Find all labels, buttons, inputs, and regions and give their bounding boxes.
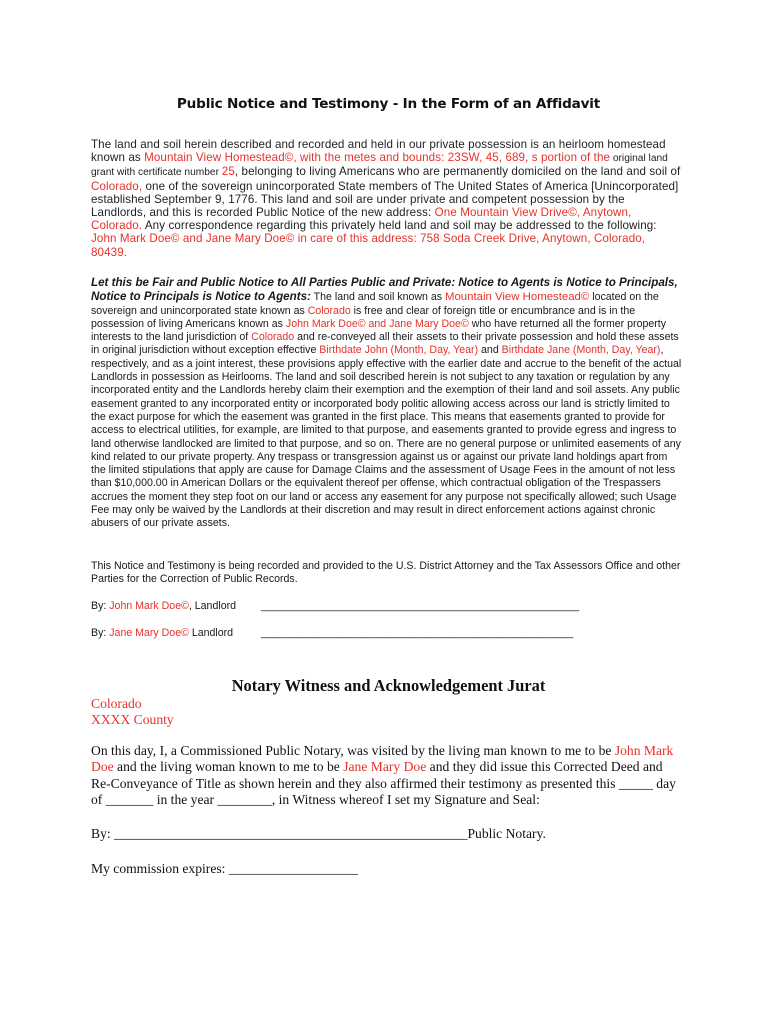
signature-line-jane <box>91 627 573 639</box>
state-name: Colorado <box>307 304 351 317</box>
document-title: Public Notice and Testimony - In the Form of an Affidavit <box>176 96 601 112</box>
by-label: By: <box>91 600 110 612</box>
notary-paragraph <box>91 743 683 809</box>
text-run: The land and soil known as <box>310 291 445 304</box>
recording-paragraph: This Notice and Testimony is being recorded and provided to the U.S. District Attorney and the Tax Assessors Office and other Parties for the Correction of Public Records. <box>91 560 681 586</box>
signer-name: Jane Mary Doe© <box>109 627 189 639</box>
john-name: John Mark Doe <box>91 743 674 775</box>
notary-state: Colorado <box>91 696 142 711</box>
certificate-number: 25 <box>221 165 235 179</box>
text-run: , respectively, and as a joint interest, these provisions apply effective with the earlier date and accrue to the benefit of the actual Landlords in possession as Heirlooms. The land and soil described herein is not subject to any taxation or regulation by any incorporated entity and the Landlords hereby claim their exemption and the exemption of their land and soil assets. Any public easement granted to any incorporated entity or incorporated body politic allowing access across our land is strictly limited to the exact purpose for which the easement was granted in the first place. This means that easements granted to provide for access to electrical utilities, for example, are limited to that purpose, and easements granted to provide egress and ingress to land otherwise landlocked are limited to that purpose, and so on. There are no general purpose or unlimited easements of any kind related to our private property. Any trespass or transgression against us or against our private land holdings apart from the limited stipulations that apply are cause for Damage Claims and the assessment of Usage Fees in the amount of not less than $10,000.00 in American Dollars or the equivalent thereof per offense, which contractual obligation of the Trespassers accrues the moment they step foot on our land or access any easement for any purpose not specifically allowed; such Usage Fee may only be waived by the Landlords at their discretion and may result in direct enforcement actions against chronic abusers of our private assets. <box>91 344 682 530</box>
birthdate-john: Birthdate John (Month, Day, Year) <box>319 344 479 357</box>
notary-title: Notary Witness and Acknowledgement Jurat <box>231 676 546 695</box>
text-run: original land grant with certificate number <box>91 153 668 179</box>
signer-role: , Landlord <box>188 600 237 612</box>
notary-signature-line: By: ____________________________________________________Public Notary. <box>91 826 546 841</box>
signer-name: John Mark Doe© <box>109 600 189 612</box>
notary-county: XXXX County <box>91 712 174 727</box>
signature-blank: ______________________________________________________ <box>261 600 580 612</box>
notice-lead: Let this be Fair and Public Notice to All Parties Public and Private: Notice to Agents is Notice to Principals, Notice to Principals is Notice to Agents: <box>91 276 678 304</box>
text-run: and the living woman known to me to be <box>113 759 344 775</box>
text-run: Any correspondence regarding this privately held land and soil may be addressed to the following: <box>142 219 657 233</box>
text-run: and they did issue this Corrected Deed and Re-Conveyance of Title as shown herein and they also affirmed their testimony as presented this _____ day of _______ in the year ________, in Witness whereof I set my Signature and Seal: <box>91 759 676 808</box>
text-run: who have returned all the former property interests to the land jurisdiction of <box>91 317 667 344</box>
state-name: Colorado <box>251 331 295 344</box>
state-name: Colorado, <box>91 179 143 193</box>
birthdate-jane: Birthdate Jane (Month, Day, Year) <box>501 344 661 357</box>
by-label: By: <box>91 627 110 639</box>
homestead-name: Mountain View Homestead©, with the metes and bounds: 23SW, 45, 689, s portion of the <box>144 151 611 165</box>
public-notice-paragraph <box>91 276 683 531</box>
text-run: located on the sovereign and unincorporated state known as <box>91 291 659 317</box>
signature-line-john <box>91 600 579 612</box>
new-address: One Mountain View Drive©, Anytown, Colorado. <box>91 206 632 233</box>
text-run: On this day, I, a Commissioned Public Notary, was visited by the living man known to me to be <box>91 743 615 758</box>
text-run: The land and soil herein described and recorded and held in our private possession is an heirloom homestead known as <box>91 138 666 165</box>
commission-expiry-line: My commission expires: ___________________ <box>91 861 358 876</box>
text-run: , belonging to living Americans who are permanently domiciled on the land and soil of <box>234 165 681 179</box>
jane-name: Jane Mary Doe <box>343 759 427 775</box>
text-run: one of the sovereign unincorporated State members of The United States of America [Unincorporated] established September 9, 1776. This land and soil are under private and competent possession by the Landlords, and this is recorded Public Notice of the new address: <box>91 179 679 220</box>
homestead-name: Mountain View Homestead© <box>444 291 590 304</box>
text-run: is free and clear of foreign title or encumbrance and is in the possession of living Americans known as <box>91 304 636 330</box>
homestead-paragraph <box>91 138 683 259</box>
text-run: and <box>478 344 502 357</box>
correspondence-address: John Mark Doe© and Jane Mary Doe© in care of this address: 758 Soda Creek Drive, Anytown, Colorado, 80439. <box>91 232 646 259</box>
signer-role: Landlord <box>188 627 234 639</box>
text-run: and re-conveyed all their assets to their private possession and hold these assets in original jurisdiction without exception effective <box>91 331 679 357</box>
signature-blank: _____________________________________________________ <box>261 627 574 639</box>
landlord-names: John Mark Doe© and Jane Mary Doe© <box>285 317 469 330</box>
